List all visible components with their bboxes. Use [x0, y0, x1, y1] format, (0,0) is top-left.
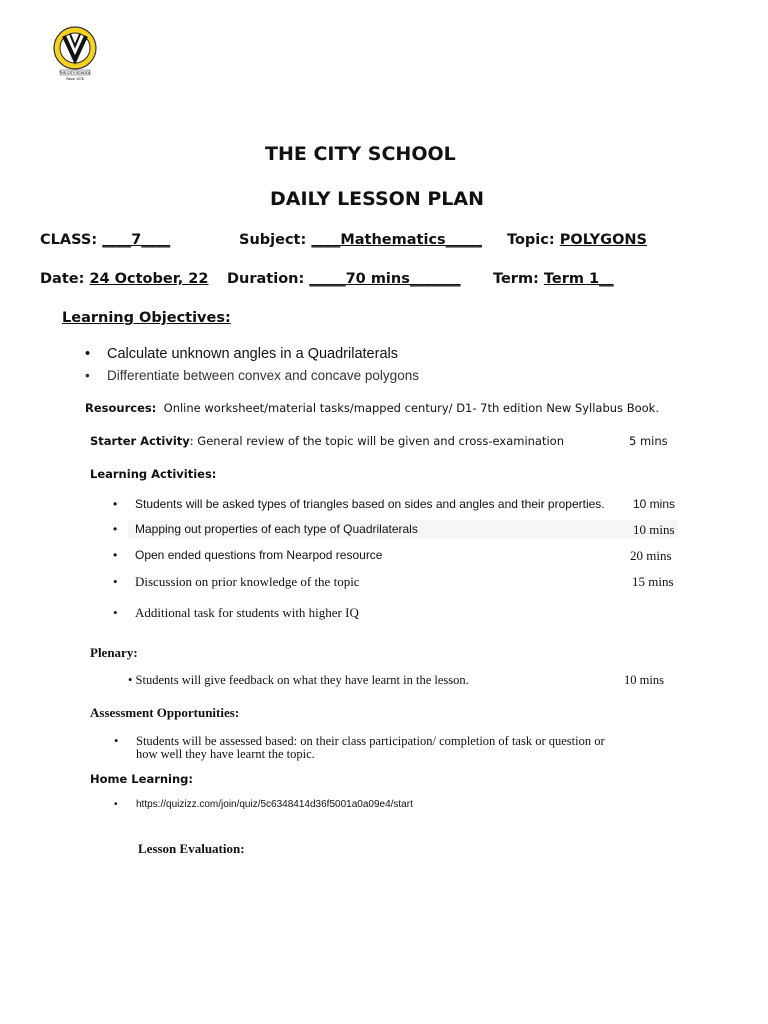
term-field [493, 271, 614, 287]
objectives-heading: Learning Objectives: [62, 310, 231, 326]
school-logo [50, 26, 100, 82]
objective-item: • Differentiate between convex and concave polygons [107, 368, 419, 383]
duration-value: _____70 mins_______ [309, 271, 461, 287]
activities-heading: Learning Activities: [90, 467, 217, 481]
page-subtitle: DAILY LESSON PLAN [270, 188, 484, 210]
term-value: Term 1__ [543, 271, 614, 287]
topic-field [507, 232, 647, 248]
class-field [40, 232, 170, 248]
plenary-heading: Plenary: [90, 645, 138, 660]
activity-item: • Discussion on prior knowledge of the topic [135, 574, 360, 590]
assessment-heading: Assessment Opportunities: [90, 705, 240, 720]
activity-time: 20 mins [630, 548, 672, 563]
date-value: 24 October, 22 [89, 271, 209, 287]
activity-time: 10 mins [633, 522, 675, 537]
evaluation-heading: Lesson Evaluation: [138, 841, 245, 856]
starter-label: Starter Activity [90, 434, 190, 448]
plenary-line: • Students will give feedback on what they have learnt in the lesson. [128, 673, 469, 687]
page-title: THE CITY SCHOOL [265, 143, 456, 165]
duration-field [227, 271, 461, 287]
activity-item: • Additional task for students with higher IQ [135, 605, 359, 621]
class-value: ____7____ [102, 232, 171, 248]
duration-label: Duration: [227, 271, 305, 287]
topic-value: POLYGONS [559, 232, 647, 248]
activity-item: • Mapping out properties of each type of Quadrilaterals [135, 522, 418, 536]
activity-item: • Students will be asked types of triangles based on sides and angles and their properties. [135, 497, 605, 511]
assessment-line-2: how well they have learnt the topic. [136, 747, 315, 761]
date-label: Date: [40, 271, 85, 287]
resources-text: Online worksheet/material tasks/mapped century/ D1- 7th edition New Syllabus Book. [163, 401, 659, 415]
resources-label: Resources: [85, 401, 157, 415]
activity-item: • Open ended questions from Nearpod resource [135, 548, 382, 562]
class-label: CLASS: [40, 232, 98, 248]
starter-time: 5 mins [629, 434, 668, 448]
assessment-line-1: • Students will be assessed based: on their class participation/ completion of task or question or [136, 734, 605, 749]
logo-est: Since 1978 [66, 77, 84, 81]
objective-item: • Calculate unknown angles in a Quadrilaterals [107, 346, 398, 362]
subject-field [239, 232, 482, 248]
plenary-time: 10 mins [624, 673, 664, 687]
resources-line [85, 401, 659, 415]
activity-time: 10 mins [633, 497, 676, 511]
subject-label: Subject: [239, 232, 307, 248]
date-field [40, 271, 208, 287]
starter-text: : General review of the topic will be given and cross-examination [189, 434, 565, 448]
home-heading: Home Learning: [90, 772, 194, 786]
plenary-item: Students will give feedback on what they have learnt in the lesson. [135, 673, 469, 687]
home-link[interactable]: • https://quizizz.com/join/quiz/5c6348414d36f5001a0a09e4/start [136, 799, 413, 810]
starter-line [90, 434, 564, 448]
logo-caption: THE CITY SCHOOL [59, 71, 91, 75]
activity-time: 15 mins [632, 574, 674, 589]
term-label: Term: [493, 271, 539, 287]
subject-value: ____Mathematics_____ [311, 232, 482, 248]
topic-label: Topic: [507, 232, 555, 248]
